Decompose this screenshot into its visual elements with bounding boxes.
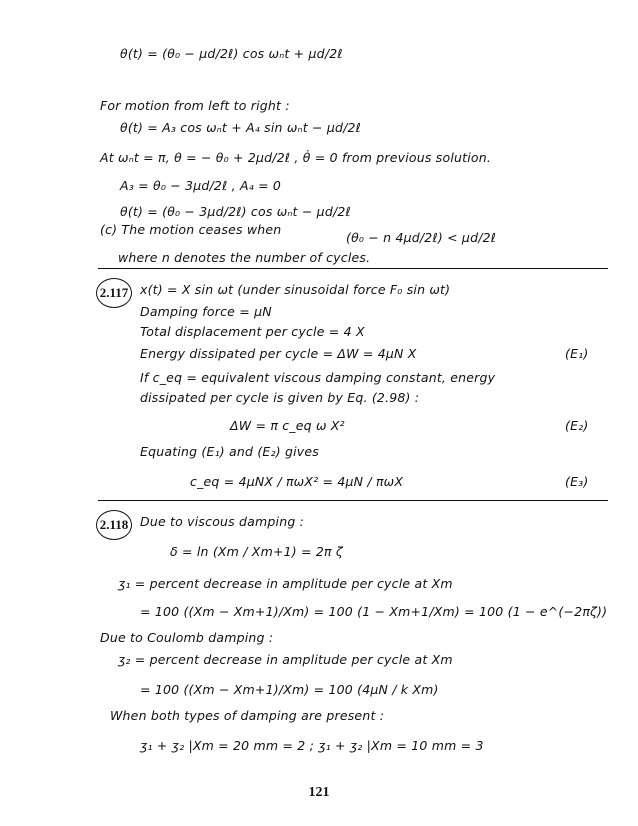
energy-dissipated-text: Energy dissipated per cycle = ΔW = 4μN X (140, 346, 417, 361)
eq-z2: = 100 ((Xm − Xm+1)/Xm) = 100 (4μN / k Xm) (140, 682, 439, 697)
z1-definition-text: ʒ₁ = percent decrease in amplitude per cycle at Xm (118, 576, 453, 591)
eq-delta-w: ΔW = π c_eq ω X² (230, 418, 345, 433)
eq-sum-conditions: ʒ₁ + ʒ₂ |Xm = 20 mm = 2 ; ʒ₁ + ʒ₂ |Xm = 10 mm = 3 (140, 738, 484, 753)
equation-label-e3: (E₃) (565, 474, 589, 489)
equating-text: Equating (E₁) and (E₂) gives (140, 444, 319, 459)
total-displacement-text: Total displacement per cycle = 4 X (140, 324, 365, 339)
eq-theta-t-first: θ(t) = (θ₀ − μd/2ℓ) cos ωₙt + μd/2ℓ (120, 46, 343, 61)
page-number: 121 (308, 785, 330, 800)
eq-c-eq: c_eq = 4μNX / πωX² = 4μN / πωX (190, 474, 404, 489)
eq-x-t: x(t) = X sin ωt (under sinusoidal force F₀ sin ωt) (140, 282, 451, 297)
equation-label-e2: (E₂) (565, 418, 589, 433)
equation-label-e1: (E₁) (565, 346, 589, 361)
coulomb-damping-text: Due to Coulomb damping : (100, 630, 274, 645)
dissipated-given-text: dissipated per cycle is given by Eq. (2.98) : (140, 390, 420, 405)
eq-z1: = 100 ((Xm − Xm+1)/Xm) = 100 (1 − Xm+1/Xm) = 100 (1 − e^(−2πζ)) (140, 604, 608, 619)
cycles-definition-text: where n denotes the number of cycles. (118, 250, 371, 265)
viscous-damping-text: Due to viscous damping : (140, 514, 305, 529)
problem-2-118-tag: 2.118 (96, 510, 132, 540)
section-divider-1 (98, 268, 608, 269)
eq-log-decrement: δ = ln (Xm / Xm+1) = 2π ζ (170, 544, 343, 559)
equivalent-damping-text: If c_eq = equivalent viscous damping constant, energy (140, 370, 496, 385)
damping-force-text: Damping force = μN (140, 304, 272, 319)
eq-a3-a4: A₃ = θ₀ − 3μd/2ℓ , A₄ = 0 (120, 178, 282, 193)
motion-left-right-text: For motion from left to right : (100, 98, 290, 113)
problem-2-117-tag: 2.117 (96, 278, 132, 308)
both-damping-text: When both types of damping are present : (110, 708, 385, 723)
section-divider-2 (98, 500, 608, 501)
eq-theta-t-general: θ(t) = A₃ cos ωₙt + A₄ sin ωₙt − μd/2ℓ (120, 120, 362, 135)
z2-definition-text: ʒ₂ = percent decrease in amplitude per cycle at Xm (118, 652, 453, 667)
motion-ceases-text: (c) The motion ceases when (100, 222, 282, 237)
eq-ceasing-condition: (θ₀ − n 4μd/2ℓ) < μd/2ℓ (346, 230, 497, 245)
boundary-condition-text: At ωₙt = π, θ = − θ₀ + 2μd/2ℓ , θ̇ = 0 from previous solution. (100, 150, 492, 165)
eq-theta-t-second: θ(t) = (θ₀ − 3μd/2ℓ) cos ωₙt − μd/2ℓ (120, 204, 351, 219)
